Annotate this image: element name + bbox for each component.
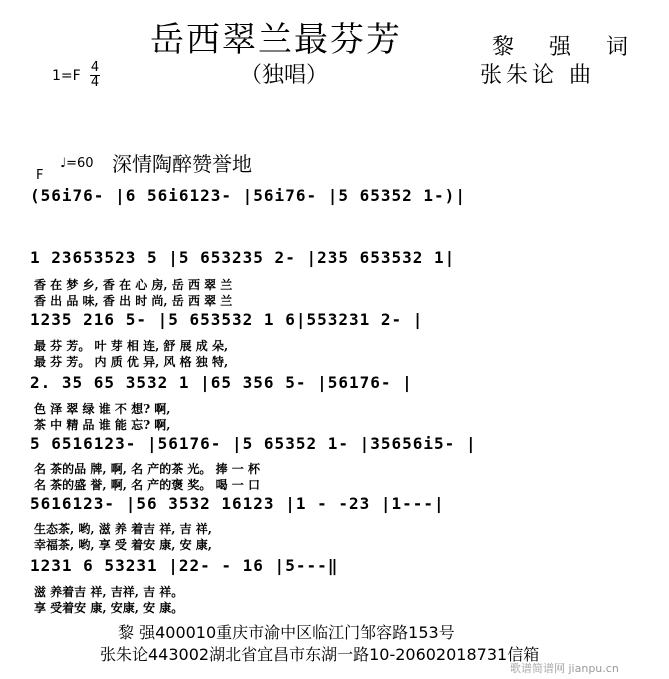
time-signature bbox=[90, 61, 100, 89]
system-1-lyrics-verse-1: 香 在 梦 乡, 香 在 心 房, 岳 西 翠 兰 bbox=[34, 278, 233, 292]
tempo-marking: ♩=60 bbox=[60, 156, 94, 171]
system-3-notes: 2. 35 65 3532 1 |65 356 5- |56176- | bbox=[30, 373, 413, 392]
footer-lyricist-address: 黎 强400010重庆市渝中区临江门邹容路153号 bbox=[118, 623, 455, 642]
system-5-notes: 5616123- |56 3532 16123 |1 - -23 |1---| bbox=[30, 494, 445, 513]
lyricist-credit: 黎 强 词 bbox=[492, 35, 642, 60]
dynamic-marking: F bbox=[36, 168, 44, 183]
system-6-notes: 1231 6 53231 |22- - 16 |5---‖ bbox=[30, 556, 339, 575]
watermark: 歌谱简谱网 jianpu.cn bbox=[510, 662, 619, 675]
system-1-lyrics-verse-2: 香 出 品 味, 香 出 时 尚, 岳 西 翠 兰 bbox=[34, 294, 233, 308]
system-5-lyrics-verse-2: 幸福茶, 哟, 享 受 着安 康, 安 康, bbox=[34, 538, 212, 552]
system-2-notes: 1235 216 5- |5 653532 1 6|553231 2- | bbox=[30, 310, 424, 329]
composer-credit: 张朱论 曲 bbox=[480, 63, 595, 88]
system-1-notes: 1 23653523 5 |5 653235 2- |235 653532 1| bbox=[30, 248, 456, 267]
system-6-lyrics-verse-1: 滋 养着吉 祥, 吉祥, 吉 祥。 bbox=[34, 585, 184, 599]
system-6-lyrics-verse-2: 享 受着安 康, 安康, 安 康。 bbox=[34, 601, 184, 615]
system-4-lyrics-verse-2: 名 茶的盛 誉, 啊, 名 产的褒 奖。 喝 一 口 bbox=[34, 478, 260, 492]
expression-marking: 深情陶醉赞誉地 bbox=[112, 152, 252, 176]
system-2-lyrics-verse-1: 最 芬 芳。 叶 芽 相 连, 舒 展 成 朵, bbox=[34, 339, 229, 353]
system-5-lyrics-verse-1: 生态茶, 哟, 滋 养 着吉 祥, 吉 祥, bbox=[34, 522, 212, 536]
song-title: 岳西翠兰最芬芳 bbox=[150, 20, 402, 60]
time-signature-bottom: 4 bbox=[90, 75, 100, 90]
song-subtitle: （独唱） bbox=[240, 63, 329, 88]
system-2-lyrics-verse-2: 最 芬 芳。 内 质 优 异, 风 格 独 特, bbox=[34, 355, 229, 369]
key-signature: 1=F bbox=[52, 68, 81, 84]
time-signature-top: 4 bbox=[90, 60, 100, 75]
system-3-lyrics-verse-1: 色 泽 翠 绿 谁 不 想? 啊, bbox=[34, 402, 171, 416]
footer-composer-address: 张朱论443002湖北省宜昌市东湖一路10-20602018731信箱 bbox=[100, 645, 540, 664]
system-4-lyrics-verse-1: 名 茶的品 牌, 啊, 名 产的茶 光。 捧 一 杯 bbox=[34, 462, 260, 476]
system-4-notes: 5 6516123- |56176- |5 65352 1- |35656i5- | bbox=[30, 434, 477, 453]
system-3-lyrics-verse-2: 茶 中 精 品 谁 能 忘? 啊, bbox=[34, 418, 171, 432]
intro-notes: (56i76- |6 56i6123- |56i76- |5 65352 1-)| bbox=[30, 186, 466, 205]
